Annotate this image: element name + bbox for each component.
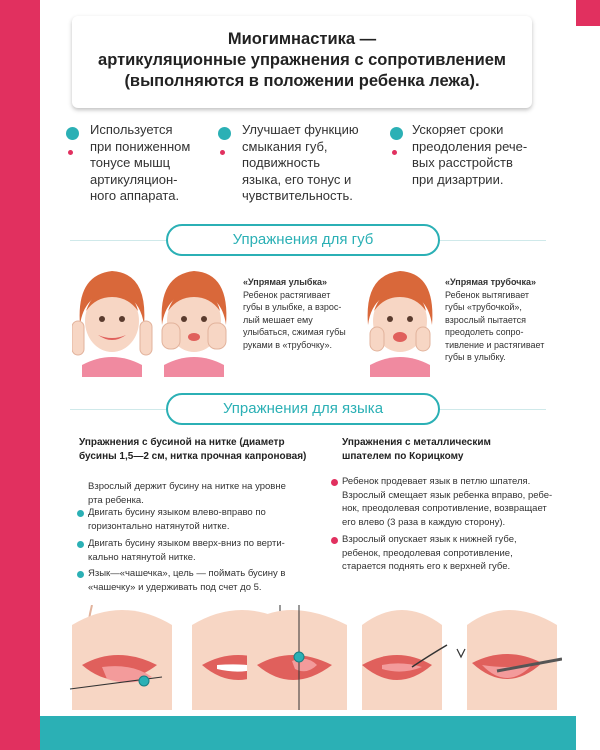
intro-teal-dot-2 <box>218 127 231 140</box>
spatula-heading-line: шпателем по Корицкому <box>342 451 464 462</box>
bead-bullet-line: Язык—«чашечка», цель — поймать бусину в <box>88 568 286 579</box>
spatula-bullet-line: Взрослый смещает язык ребенка вправо, ребе- <box>342 489 553 501</box>
bead-bullet-2 <box>88 537 318 564</box>
bead-bullet-dot-1 <box>77 510 84 517</box>
intro-1-line: Используется <box>90 122 173 137</box>
intro-1-line: ного аппарата. <box>90 188 180 203</box>
left-band <box>0 0 40 750</box>
spatula-heading-line: Упражнения с металлическим <box>342 437 491 448</box>
spatula-bullet-dot-1 <box>331 479 338 486</box>
exercise-pout-text <box>445 276 557 364</box>
spatula-bullet-line: ребенок, преодолевая сопротивление, <box>342 547 513 559</box>
exercise-pout-title: «Упрямая трубочка» <box>445 277 536 287</box>
bead-bullet-line: кально натянутой нитке. <box>88 551 196 563</box>
child-face-3 <box>368 271 433 377</box>
spatula-bullet-dot-2 <box>331 537 338 544</box>
tongue-exercises-illustration <box>62 605 562 710</box>
intro-column-1 <box>90 122 210 205</box>
bead-heading <box>79 436 319 464</box>
intro-2-line: чувствительность. <box>242 188 353 203</box>
exercise-smile-line: лый мешает ему <box>243 314 313 325</box>
bead-bullet-line: Двигать бусину языком вверх-вниз по верти- <box>88 538 285 549</box>
exercise-pout-line: губы в улыбку. <box>445 352 506 362</box>
child-face-1 <box>72 271 152 377</box>
mouth-spatula-down <box>457 610 562 710</box>
bead-intro <box>88 480 318 507</box>
exercise-smile-line: руками в «трубочку». <box>243 339 332 350</box>
pout-exercise-illustration <box>360 265 444 377</box>
bead-bullet-dot-2 <box>77 541 84 548</box>
bead-bullet-line: Двигать бусину языком влево-вправо по <box>88 507 266 518</box>
bead-bullet-1 <box>88 506 318 533</box>
exercise-pout-line: взрослый пытается <box>445 314 527 325</box>
intro-3-line: при дизартрии. <box>412 171 504 187</box>
exercise-smile-text <box>243 276 361 351</box>
page-title-line-2: артикуляционные упражнения с сопротивлением <box>98 51 506 69</box>
intro-teal-dot-1 <box>66 127 79 140</box>
smile-exercise-illustration <box>72 265 232 377</box>
exercise-pout-line: губы «трубочкой», <box>445 302 522 312</box>
tongue-section-heading: Упражнения для языка <box>166 393 440 425</box>
exercise-pout-line: Ребенок вытягивает <box>445 289 530 300</box>
spatula-bullet-line: Взрослый опускает язык к нижней губе, <box>342 534 517 545</box>
bead-bullet-line: горизонтально натянутой нитке. <box>88 520 230 532</box>
exercise-smile-line: губы в улыбке, а взрос- <box>243 302 342 312</box>
bead-intro-line: рта ребенка. <box>88 494 144 506</box>
intro-1-line: при пониженном <box>90 138 191 154</box>
intro-column-3 <box>412 122 542 188</box>
title-box <box>72 16 532 108</box>
spatula-heading <box>342 436 562 464</box>
page-title-line-3: (выполняются в положении ребенка лежа). <box>124 72 480 90</box>
intro-3-line: преодоления рече- <box>412 138 528 154</box>
intro-2-line: языка, его тонус и <box>242 171 352 187</box>
intro-pink-dot-2 <box>220 150 225 155</box>
child-face-2 <box>162 271 227 377</box>
page-title-line-1: Миогимнастика — <box>227 30 377 48</box>
intro-1-line: артикуляцион- <box>90 171 178 187</box>
intro-3-line: Ускоряет сроки <box>412 122 504 137</box>
intro-teal-dot-3 <box>390 127 403 140</box>
exercise-pout-line: преодолеть сопро- <box>445 327 524 337</box>
spatula-bullet-2 <box>342 533 564 574</box>
bead-heading-line: бусины 1,5—2 см, нитка прочная капроновая) <box>79 451 307 462</box>
spatula-bullet-line: Ребенок продевает язык в петлю шпателя. <box>342 476 531 487</box>
exercise-smile-line: улыбаться, сжимая губы <box>243 327 346 337</box>
intro-1-line: тонусе мышц <box>90 155 171 170</box>
mouth-spatula-side <box>362 610 447 710</box>
intro-2-line: Улучшает функцию <box>242 122 359 137</box>
exercise-pout-line: тивление и растягивает <box>445 339 545 350</box>
intro-3-line: вых расстройств <box>412 155 513 170</box>
bead-intro-line: Взрослый держит бусину на нитке на уровне <box>88 481 286 492</box>
exercise-smile-line: Ребенок растягивает <box>243 289 331 300</box>
intro-pink-dot-1 <box>68 150 73 155</box>
bottom-band <box>40 716 576 750</box>
spatula-bullet-line: старается поднять его к верхней губе. <box>342 561 511 572</box>
bead-bullet-dot-3 <box>77 571 84 578</box>
mouth-horizontal-thread <box>70 605 172 710</box>
intro-2-line: смыкания губ, <box>242 138 328 154</box>
spatula-bullet-line: нок, преодолевая сопротивление, возвращает <box>342 503 547 514</box>
lips-section-heading: Упражнения для губ <box>166 224 440 256</box>
bead-bullet-line: «чашечку» и удерживать под счет до 5. <box>88 581 262 593</box>
intro-2-line: подвижность <box>242 155 321 170</box>
bead-bullet-3 <box>88 567 318 594</box>
mouth-cup-tongue <box>247 605 347 710</box>
intro-column-2 <box>242 122 382 205</box>
spatula-bullet-line: его влево (3 раза в каждую сторону). <box>342 516 506 528</box>
exercise-smile-title: «Упрямая улыбка» <box>243 277 327 287</box>
bead-heading-line: Упражнения с бусиной на нитке (диаметр <box>79 437 285 448</box>
intro-pink-dot-3 <box>392 150 397 155</box>
spatula-bullet-1 <box>342 475 564 529</box>
